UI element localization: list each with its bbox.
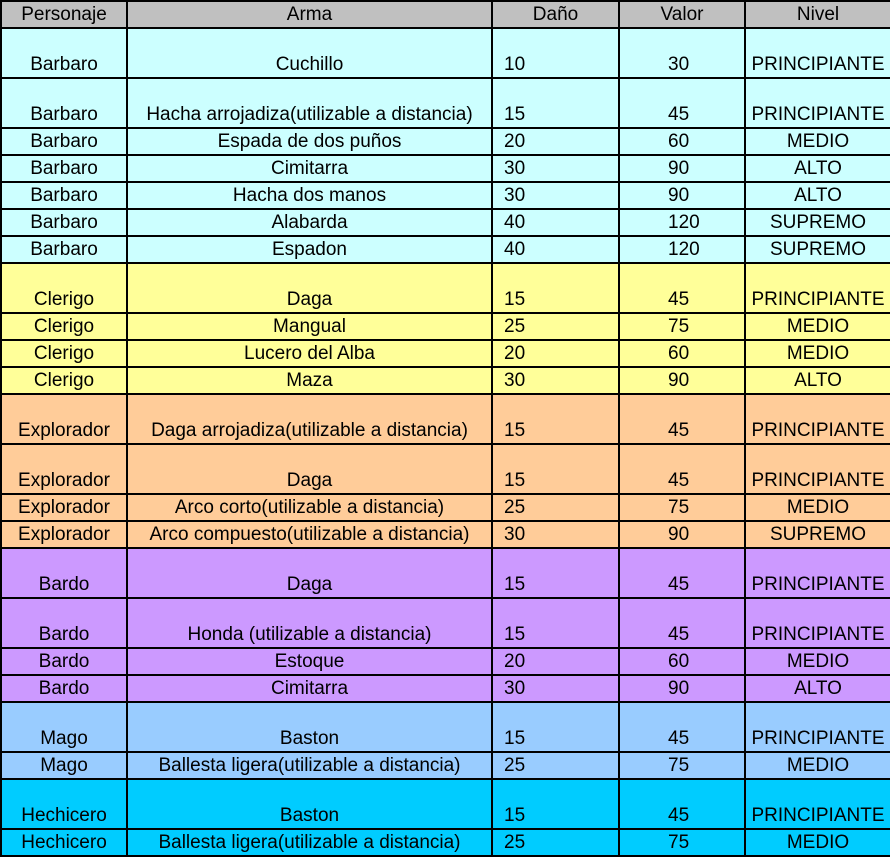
cell-valor: 45 xyxy=(619,444,745,494)
cell-valor: 75 xyxy=(619,494,745,521)
cell-personaje: Explorador xyxy=(1,444,127,494)
cell-valor: 75 xyxy=(619,752,745,779)
table-row xyxy=(1,548,890,598)
cell-nivel: ALTO xyxy=(745,675,890,702)
cell-dano: 15 xyxy=(492,598,619,648)
cell-dano: 30 xyxy=(492,367,619,394)
header-arma: Arma xyxy=(127,1,492,28)
cell-arma: Espada de dos puños xyxy=(127,128,492,155)
cell-arma: Mangual xyxy=(127,313,492,340)
header-nivel: Nivel xyxy=(745,1,890,28)
cell-dano: 20 xyxy=(492,648,619,675)
table-row xyxy=(1,494,890,521)
cell-dano: 15 xyxy=(492,78,619,128)
table-row xyxy=(1,829,890,856)
cell-personaje: Clerigo xyxy=(1,340,127,367)
header-personaje: Personaje xyxy=(1,1,127,28)
header-valor: Valor xyxy=(619,1,745,28)
table-row xyxy=(1,648,890,675)
cell-valor: 45 xyxy=(619,779,745,829)
table-row xyxy=(1,367,890,394)
cell-personaje: Barbaro xyxy=(1,128,127,155)
table-row xyxy=(1,155,890,182)
table-row xyxy=(1,128,890,155)
table-row xyxy=(1,598,890,648)
cell-arma: Maza xyxy=(127,367,492,394)
cell-dano: 20 xyxy=(492,340,619,367)
cell-arma: Ballesta ligera(utilizable a distancia) xyxy=(127,752,492,779)
cell-nivel: PRINCIPIANTE xyxy=(745,548,890,598)
cell-arma: Arco compuesto(utilizable a distancia) xyxy=(127,521,492,548)
cell-personaje: Barbaro xyxy=(1,209,127,236)
cell-personaje: Clerigo xyxy=(1,263,127,313)
cell-nivel: PRINCIPIANTE xyxy=(745,28,890,78)
cell-nivel: PRINCIPIANTE xyxy=(745,263,890,313)
cell-arma: Daga arrojadiza(utilizable a distancia) xyxy=(127,394,492,444)
cell-dano: 30 xyxy=(492,155,619,182)
cell-dano: 20 xyxy=(492,128,619,155)
cell-valor: 90 xyxy=(619,367,745,394)
cell-personaje: Hechicero xyxy=(1,779,127,829)
cell-nivel: ALTO xyxy=(745,367,890,394)
cell-valor: 45 xyxy=(619,598,745,648)
cell-nivel: SUPREMO xyxy=(745,236,890,263)
cell-nivel: MEDIO xyxy=(745,313,890,340)
cell-dano: 15 xyxy=(492,548,619,598)
cell-valor: 30 xyxy=(619,28,745,78)
table-row xyxy=(1,28,890,78)
table-row xyxy=(1,675,890,702)
cell-personaje: Mago xyxy=(1,702,127,752)
cell-dano: 30 xyxy=(492,521,619,548)
cell-valor: 90 xyxy=(619,182,745,209)
header-dano: Daño xyxy=(492,1,619,28)
cell-dano: 10 xyxy=(492,28,619,78)
cell-valor: 45 xyxy=(619,702,745,752)
cell-nivel: PRINCIPIANTE xyxy=(745,598,890,648)
cell-nivel: SUPREMO xyxy=(745,209,890,236)
cell-arma: Baston xyxy=(127,779,492,829)
cell-valor: 45 xyxy=(619,548,745,598)
cell-dano: 40 xyxy=(492,209,619,236)
cell-dano: 30 xyxy=(492,675,619,702)
cell-personaje: Hechicero xyxy=(1,829,127,856)
cell-personaje: Barbaro xyxy=(1,155,127,182)
cell-nivel: MEDIO xyxy=(745,752,890,779)
cell-arma: Daga xyxy=(127,548,492,598)
cell-nivel: ALTO xyxy=(745,182,890,209)
cell-arma: Hacha arrojadiza(utilizable a distancia) xyxy=(127,78,492,128)
cell-personaje: Mago xyxy=(1,752,127,779)
cell-dano: 25 xyxy=(492,829,619,856)
table-row xyxy=(1,752,890,779)
cell-valor: 75 xyxy=(619,829,745,856)
cell-personaje: Bardo xyxy=(1,548,127,598)
table-row xyxy=(1,444,890,494)
header-row xyxy=(1,1,890,28)
cell-arma: Daga xyxy=(127,263,492,313)
cell-arma: Hacha dos manos xyxy=(127,182,492,209)
cell-personaje: Clerigo xyxy=(1,313,127,340)
cell-nivel: ALTO xyxy=(745,155,890,182)
cell-valor: 60 xyxy=(619,128,745,155)
table-body xyxy=(1,28,890,856)
cell-nivel: PRINCIPIANTE xyxy=(745,779,890,829)
cell-dano: 15 xyxy=(492,394,619,444)
cell-dano: 25 xyxy=(492,494,619,521)
cell-arma: Daga xyxy=(127,444,492,494)
cell-nivel: PRINCIPIANTE xyxy=(745,78,890,128)
cell-valor: 45 xyxy=(619,263,745,313)
table-row xyxy=(1,78,890,128)
cell-valor: 45 xyxy=(619,394,745,444)
cell-personaje: Barbaro xyxy=(1,236,127,263)
cell-arma: Espadon xyxy=(127,236,492,263)
table-row xyxy=(1,340,890,367)
cell-valor: 90 xyxy=(619,155,745,182)
table-row xyxy=(1,394,890,444)
cell-dano: 15 xyxy=(492,702,619,752)
cell-arma: Baston xyxy=(127,702,492,752)
cell-dano: 15 xyxy=(492,263,619,313)
cell-arma: Lucero del Alba xyxy=(127,340,492,367)
cell-nivel: PRINCIPIANTE xyxy=(745,444,890,494)
cell-valor: 120 xyxy=(619,236,745,263)
cell-arma: Estoque xyxy=(127,648,492,675)
cell-valor: 90 xyxy=(619,675,745,702)
cell-arma: Cimitarra xyxy=(127,675,492,702)
cell-nivel: PRINCIPIANTE xyxy=(745,394,890,444)
table-row xyxy=(1,182,890,209)
cell-arma: Cimitarra xyxy=(127,155,492,182)
cell-dano: 15 xyxy=(492,444,619,494)
cell-valor: 60 xyxy=(619,340,745,367)
cell-dano: 40 xyxy=(492,236,619,263)
table-row xyxy=(1,779,890,829)
cell-valor: 90 xyxy=(619,521,745,548)
cell-valor: 45 xyxy=(619,78,745,128)
table-row xyxy=(1,702,890,752)
cell-personaje: Barbaro xyxy=(1,78,127,128)
cell-nivel: PRINCIPIANTE xyxy=(745,702,890,752)
cell-nivel: MEDIO xyxy=(745,128,890,155)
cell-personaje: Explorador xyxy=(1,521,127,548)
cell-arma: Cuchillo xyxy=(127,28,492,78)
cell-valor: 120 xyxy=(619,209,745,236)
cell-arma: Alabarda xyxy=(127,209,492,236)
cell-personaje: Barbaro xyxy=(1,182,127,209)
cell-nivel: MEDIO xyxy=(745,494,890,521)
cell-arma: Arco corto(utilizable a distancia) xyxy=(127,494,492,521)
cell-nivel: MEDIO xyxy=(745,648,890,675)
cell-arma: Ballesta ligera(utilizable a distancia) xyxy=(127,829,492,856)
cell-dano: 25 xyxy=(492,752,619,779)
cell-personaje: Barbaro xyxy=(1,28,127,78)
cell-personaje: Explorador xyxy=(1,394,127,444)
cell-nivel: SUPREMO xyxy=(745,521,890,548)
cell-valor: 60 xyxy=(619,648,745,675)
cell-dano: 25 xyxy=(492,313,619,340)
table-row xyxy=(1,263,890,313)
table-row xyxy=(1,313,890,340)
cell-personaje: Explorador xyxy=(1,494,127,521)
cell-dano: 15 xyxy=(492,779,619,829)
cell-personaje: Bardo xyxy=(1,675,127,702)
cell-personaje: Bardo xyxy=(1,598,127,648)
cell-personaje: Clerigo xyxy=(1,367,127,394)
cell-dano: 30 xyxy=(492,182,619,209)
table-row xyxy=(1,521,890,548)
table-row xyxy=(1,209,890,236)
cell-personaje: Bardo xyxy=(1,648,127,675)
cell-nivel: MEDIO xyxy=(745,829,890,856)
cell-arma: Honda (utilizable a distancia) xyxy=(127,598,492,648)
table-row xyxy=(1,236,890,263)
cell-nivel: MEDIO xyxy=(745,340,890,367)
cell-valor: 75 xyxy=(619,313,745,340)
